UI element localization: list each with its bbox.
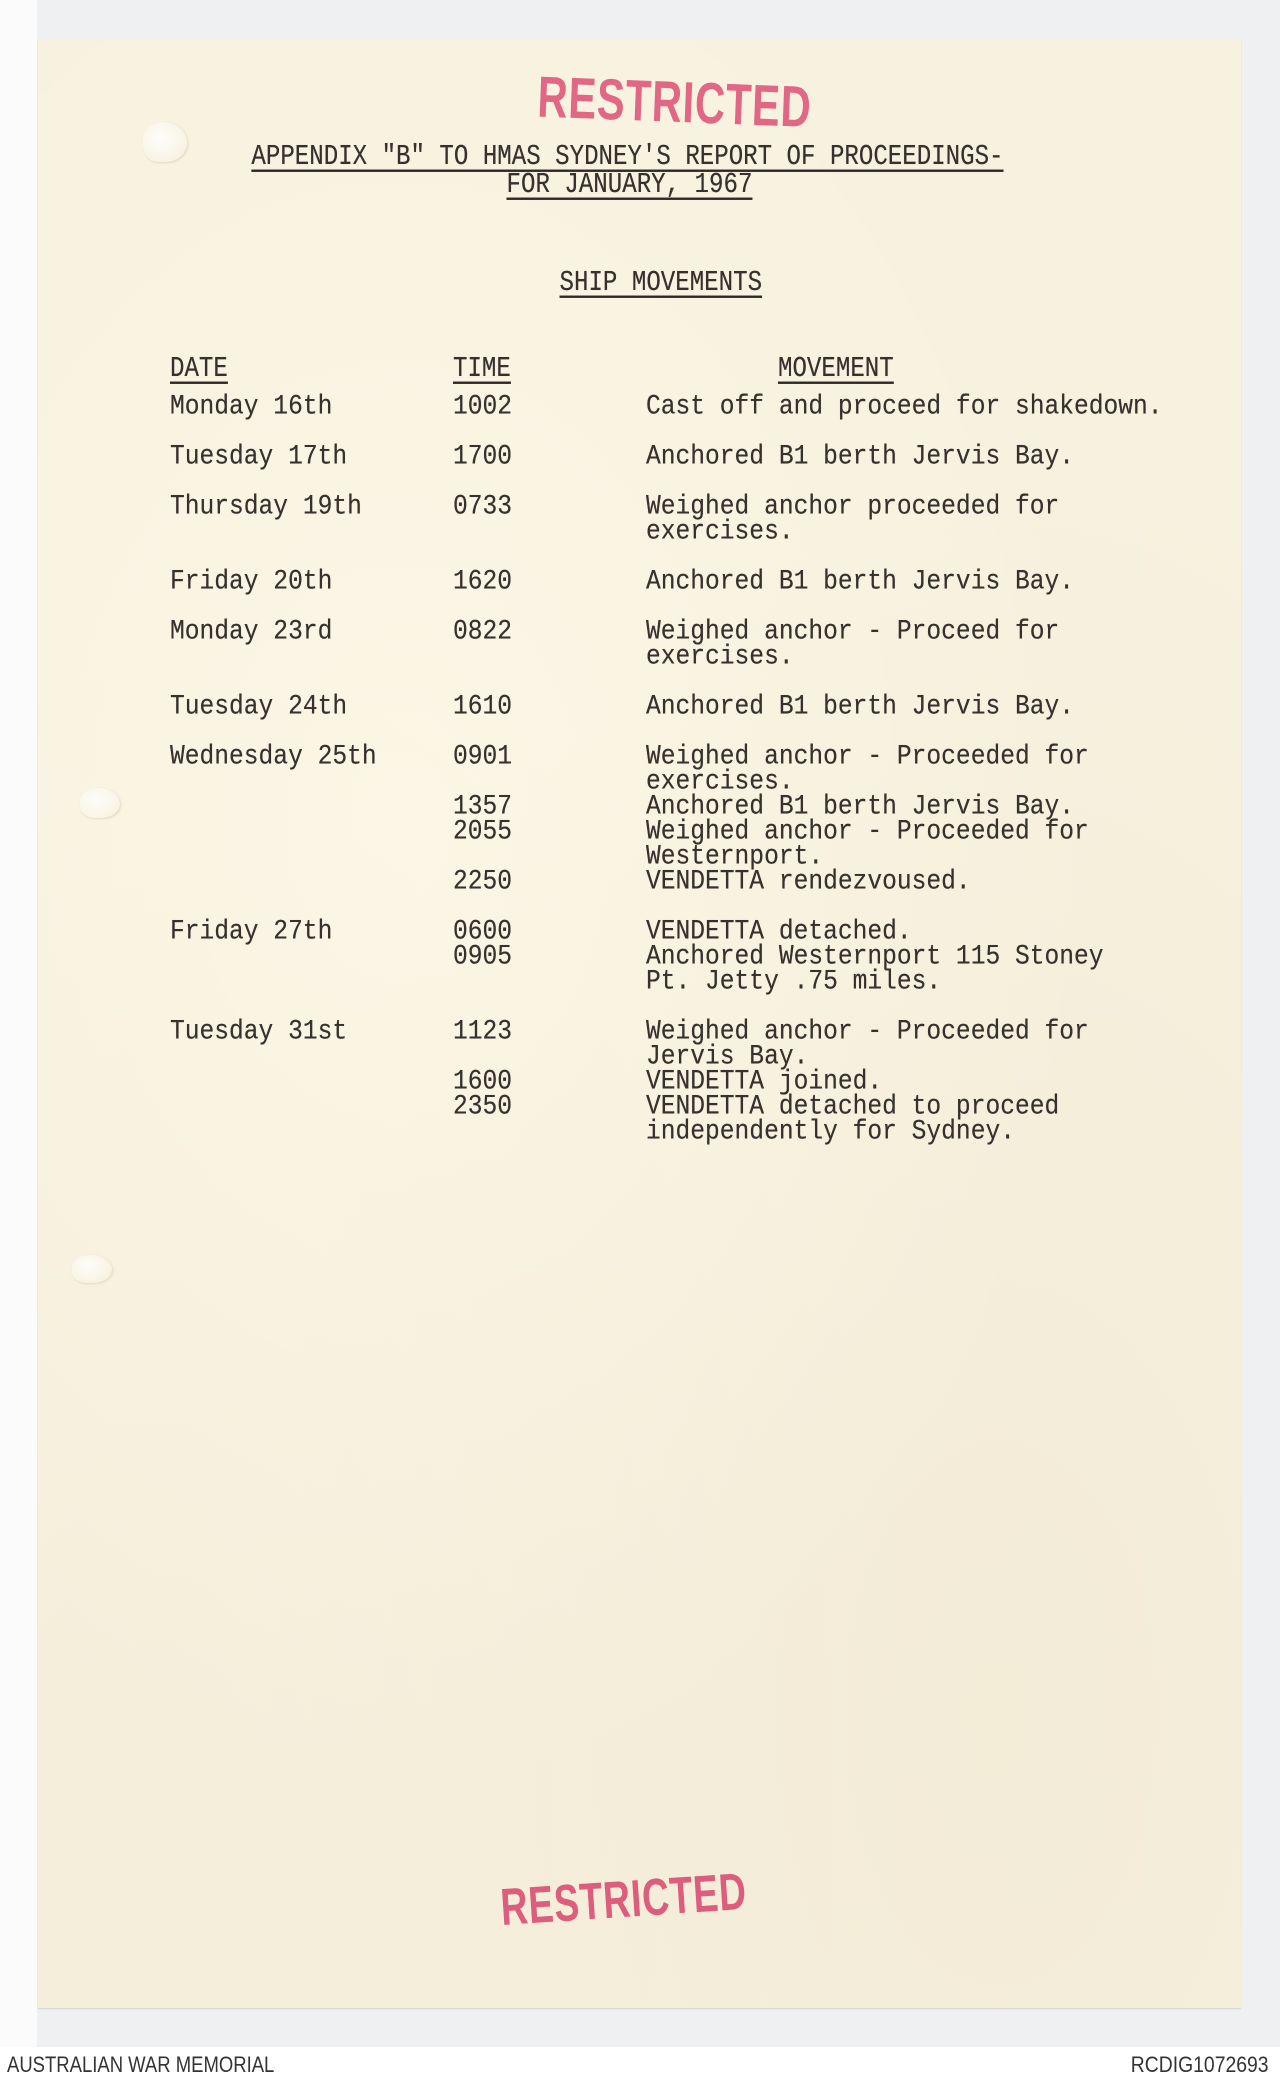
stamp-text: RESTRICTED bbox=[498, 1862, 749, 1937]
catalogue-id: RCDIG1072693 bbox=[1131, 2052, 1269, 2077]
entry-date: Friday 27th bbox=[170, 917, 333, 948]
entry-time: 2250 bbox=[453, 867, 513, 898]
entry-date: Monday 23rd bbox=[170, 617, 333, 648]
institution-name: AUSTRALIAN WAR MEMORIAL bbox=[7, 2052, 275, 2077]
entry-time: 0822 bbox=[453, 617, 513, 648]
entry-movement-line: Weighed anchor - Proceeded for bbox=[646, 1017, 1089, 1048]
entry-movement-line: exercises. bbox=[646, 517, 794, 548]
entry-date: Wednesday 25th bbox=[170, 742, 377, 773]
entry-movement-line: Anchored B1 berth Jervis Bay. bbox=[646, 442, 1075, 473]
entry-movement-line: exercises. bbox=[646, 767, 794, 798]
entry-movement-line: VENDETTA joined. bbox=[646, 1067, 883, 1098]
entry-movement-line: Anchored B1 berth Jervis Bay. bbox=[646, 792, 1075, 823]
entry-time: 0905 bbox=[453, 942, 513, 973]
entry-date: Tuesday 17th bbox=[170, 442, 348, 473]
entry-time: 1123 bbox=[453, 1017, 513, 1048]
entry-movement-line: Cast off and proceed for shakedown. bbox=[646, 392, 1163, 423]
entry-movement-line: VENDETTA rendezvoused. bbox=[646, 867, 971, 898]
entry-movement-line: Anchored B1 berth Jervis Bay. bbox=[646, 567, 1075, 598]
document-title-line-2: FOR JANUARY, 1967 bbox=[506, 169, 753, 202]
document-title-line-1: APPENDIX "B" TO HMAS SYDNEY'S REPORT OF PROCEEDINGS- bbox=[251, 141, 1004, 174]
stamp-text: RESTRICTED bbox=[536, 64, 813, 140]
staple-mark bbox=[80, 788, 120, 818]
entry-movement-line: VENDETTA detached to proceed bbox=[646, 1092, 1060, 1123]
entry-time: 1357 bbox=[453, 792, 513, 823]
column-header-movement: MOVEMENT bbox=[778, 353, 894, 386]
entry-movement-line: VENDETTA detached. bbox=[646, 917, 912, 948]
restricted-stamp-bottom bbox=[498, 1862, 749, 1937]
entry-movement-line: Weighed anchor proceeded for bbox=[646, 492, 1060, 523]
entry-time: 1002 bbox=[453, 392, 513, 423]
entry-time: 0600 bbox=[453, 917, 513, 948]
column-header-time: TIME bbox=[453, 353, 511, 386]
entry-time: 2350 bbox=[453, 1092, 513, 1123]
entry-time: 2055 bbox=[453, 817, 513, 848]
entry-movement-line: exercises. bbox=[646, 642, 794, 673]
entry-date: Friday 20th bbox=[170, 567, 333, 598]
entry-movement-line: independently for Sydney. bbox=[646, 1117, 1015, 1148]
entry-date: Tuesday 31st bbox=[170, 1017, 348, 1048]
entry-movement-line: Weighed anchor - Proceeded for bbox=[646, 742, 1089, 773]
entry-date: Thursday 19th bbox=[170, 492, 362, 523]
restricted-stamp-top bbox=[536, 64, 813, 140]
entry-time: 0901 bbox=[453, 742, 513, 773]
entry-movement-line: Westernport. bbox=[646, 842, 824, 873]
entry-movement-line: Jervis Bay. bbox=[646, 1042, 809, 1073]
entry-movement-line: Anchored Westernport 115 Stoney bbox=[646, 942, 1104, 973]
column-header-date: DATE bbox=[170, 353, 228, 386]
entry-date: Monday 16th bbox=[170, 392, 333, 423]
entry-time: 1600 bbox=[453, 1067, 513, 1098]
scan-left-margin bbox=[0, 0, 38, 2047]
entry-movement-line: Pt. Jetty .75 miles. bbox=[646, 967, 942, 998]
entry-movement-line: Weighed anchor - Proceed for bbox=[646, 617, 1060, 648]
entry-time: 1610 bbox=[453, 692, 513, 723]
entry-date: Tuesday 24th bbox=[170, 692, 348, 723]
section-title: SHIP MOVEMENTS bbox=[559, 267, 763, 300]
entry-time: 0733 bbox=[453, 492, 513, 523]
staple-mark bbox=[72, 1255, 112, 1283]
entry-time: 1620 bbox=[453, 567, 513, 598]
entry-movement-line: Anchored B1 berth Jervis Bay. bbox=[646, 692, 1075, 723]
entry-time: 1700 bbox=[453, 442, 513, 473]
archive-footer bbox=[0, 2047, 1280, 2081]
entry-movement-line: Weighed anchor - Proceeded for bbox=[646, 817, 1089, 848]
